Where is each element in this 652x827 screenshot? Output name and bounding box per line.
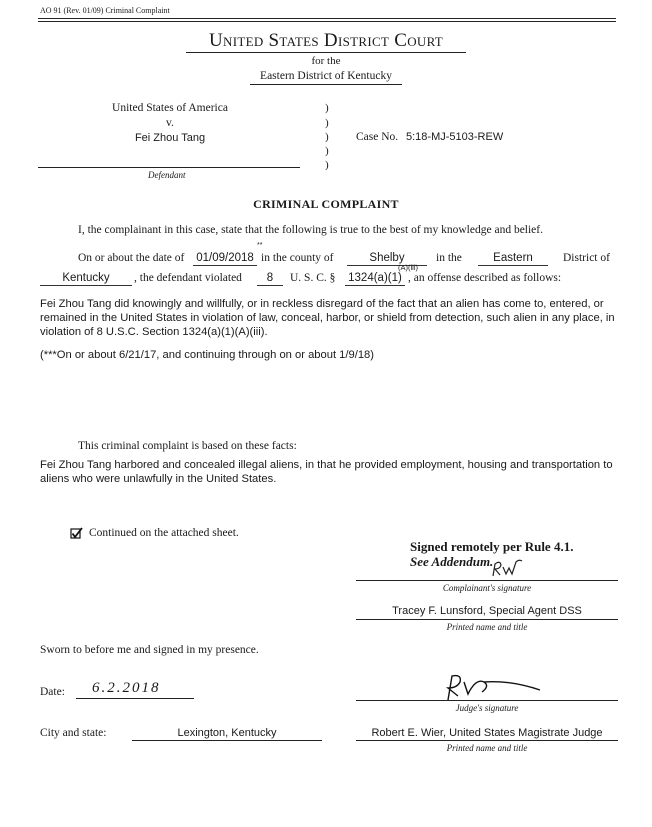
judge-signature-label: Judge's signature bbox=[455, 703, 519, 713]
court-title: United States District Court bbox=[209, 30, 443, 51]
court-title-rule bbox=[186, 52, 466, 53]
offense-note: (***On or about 6/21/17, and continuing through on or about 1/9/18) bbox=[40, 349, 375, 361]
bracket: ) bbox=[325, 159, 329, 171]
complainant-printed-name: Tracey F. Lunsford, Special Agent DSS bbox=[392, 605, 582, 617]
signed-remotely-stamp: Signed remotely per Rule 4.1. bbox=[410, 539, 574, 554]
header-rule-top bbox=[38, 18, 616, 19]
form-id: AO 91 (Rev. 01/09) Criminal Complaint bbox=[40, 6, 170, 15]
district-rule bbox=[250, 84, 402, 85]
versus: v. bbox=[166, 117, 174, 129]
city-rule bbox=[132, 740, 322, 741]
judge-signature-rule bbox=[356, 700, 618, 701]
offense-suffix: , an offense described as follows: bbox=[408, 272, 562, 284]
section-sup: (A)(iii) bbox=[398, 263, 418, 272]
usc-label: U. S. C. § bbox=[290, 272, 336, 284]
complainant-signature-rule bbox=[356, 580, 618, 581]
defendant-name: Fei Zhou Tang bbox=[134, 132, 206, 144]
judge-name-rule bbox=[356, 740, 618, 741]
facts-text: Fei Zhou Tang harbored and concealed illegal aliens, in that he provided employment, housing and transportation to aliens who were unlawfully in the United States. bbox=[40, 459, 613, 485]
plaintiff: United States of America bbox=[112, 102, 228, 114]
date-mark: ** bbox=[257, 242, 263, 249]
for-the: for the bbox=[311, 55, 341, 67]
district-of-label: District of bbox=[563, 252, 610, 264]
complainant-signature-label: Complainant's signature bbox=[442, 583, 532, 593]
offense-date: 01/09/2018 bbox=[193, 252, 257, 266]
district-value: Eastern bbox=[478, 252, 548, 266]
date-prefix: On or about the date of bbox=[78, 252, 185, 264]
city-label: City and state: bbox=[40, 727, 107, 739]
case-number-label: Case No. bbox=[356, 131, 399, 143]
date-rule bbox=[76, 698, 194, 699]
city-value: Lexington, Kentucky bbox=[177, 727, 277, 739]
intro-statement: I, the complainant in this case, state that the following is true to the best of my knowledge and belief. bbox=[78, 224, 543, 236]
continued-label: Continued on the attached sheet. bbox=[89, 527, 239, 539]
complainant-initials-signature bbox=[490, 556, 524, 580]
bracket: ) bbox=[325, 117, 329, 129]
bracket: ) bbox=[325, 145, 329, 157]
bracket: ) bbox=[325, 102, 329, 114]
offense-description: Fei Zhou Tang did knowingly and willfully, or in reckless disregard of the fact that an alien has come to, entered, or remained in the United States in violation of law, conceal, harbor, or shield from detection, such alien in any place, in violation of 8 U.S.C. Section 1324(a)(1)(A)(iii). bbox=[40, 298, 615, 338]
usc-section: 1324(a)(1) bbox=[345, 272, 405, 286]
bracket: ) bbox=[325, 131, 329, 143]
state-value: Kentucky bbox=[40, 272, 132, 286]
judge-signature bbox=[440, 672, 550, 702]
complainant-printed-label: Printed name and title bbox=[446, 622, 528, 632]
usc-title: 8 bbox=[257, 272, 283, 286]
see-addendum-stamp: See Addendum. bbox=[410, 554, 494, 569]
district-name: Eastern District of Kentucky bbox=[260, 70, 392, 82]
in-the-label: in the bbox=[436, 252, 462, 264]
violated-label: , the defendant violated bbox=[134, 272, 242, 284]
judge-printed-name: Robert E. Wier, United States Magistrate Judge bbox=[371, 727, 603, 739]
complainant-name-rule bbox=[356, 619, 618, 620]
county-value: Shelby bbox=[347, 252, 427, 266]
header-rule-bottom bbox=[38, 21, 616, 22]
sworn-statement: Sworn to before me and signed in my presence. bbox=[40, 644, 259, 656]
county-label: in the county of bbox=[261, 252, 334, 264]
defendant-rule bbox=[38, 167, 300, 168]
judge-printed-label: Printed name and title bbox=[446, 743, 528, 753]
checkmark-icon bbox=[70, 527, 83, 540]
continued-checkbox[interactable] bbox=[70, 527, 83, 540]
date-label: Date: bbox=[40, 686, 65, 698]
defendant-label: Defendant bbox=[148, 170, 186, 180]
case-number: 5:18-MJ-5103-REW bbox=[406, 131, 504, 143]
facts-label: This criminal complaint is based on these facts: bbox=[78, 440, 297, 452]
complaint-heading: CRIMINAL COMPLAINT bbox=[253, 197, 399, 211]
handwritten-date: 6.2.2018 bbox=[92, 680, 161, 696]
